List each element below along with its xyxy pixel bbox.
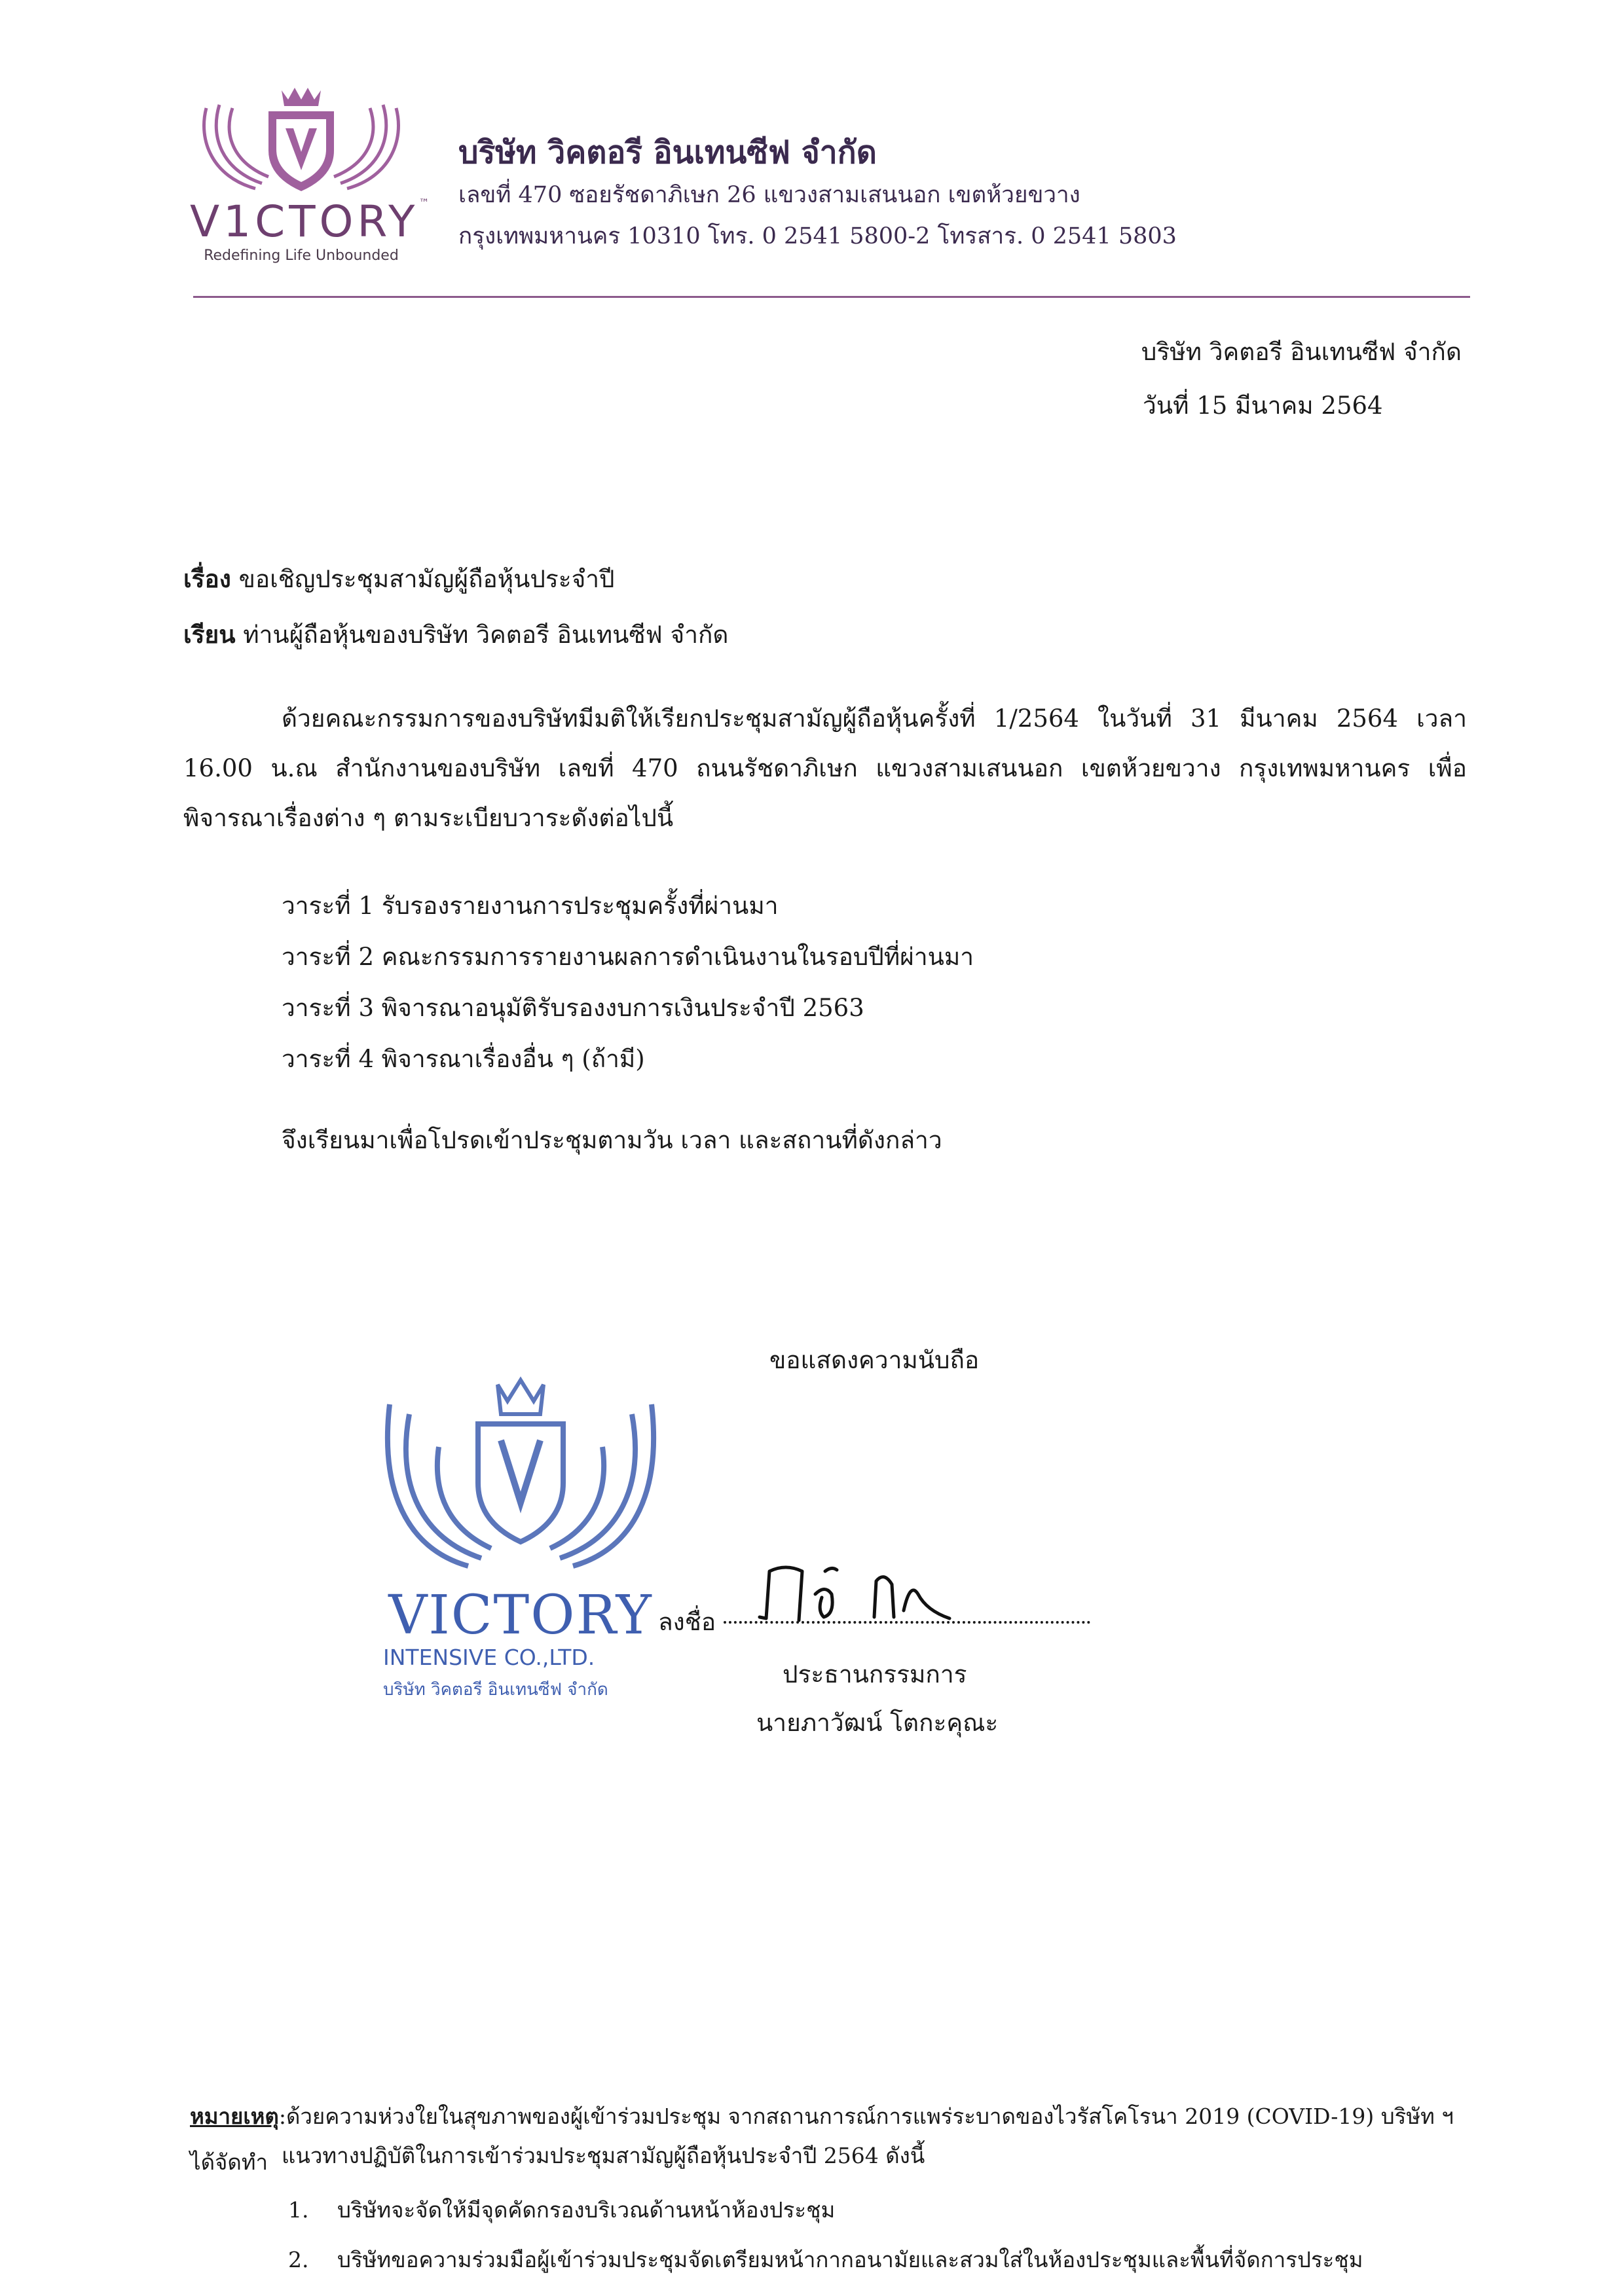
header-company: บริษัท วิคตอรี อินเทนซีฟ จำกัด (1141, 338, 1462, 366)
recipient-label: เรียน (183, 620, 236, 649)
crown-shield-emblem-icon (190, 79, 413, 196)
closing-sentence: จึงเรียนมาเพื่อโปรดเข้าประชุมตามวัน เวลา และสถานที่ดังกล่าว (282, 1126, 942, 1154)
logo-brand-text: V1CTORY™ (190, 196, 430, 247)
stamp-company-subtitle: INTENSIVE CO.,LTD. (383, 1645, 595, 1670)
letter-date: วันที่ 15 มีนาคม 2564 (1143, 392, 1383, 420)
subject-text: ขอเชิญประชุมสามัญผู้ถือหุ้นประจำปี (238, 565, 615, 593)
remark-line-2: แนวทางปฏิบัติในการเข้าร่วมประชุมสามัญผู้ถือหุ้นประจำปี 2564 ดังนี้ (282, 2143, 925, 2168)
signer-position: ประธานกรรมการ (783, 1660, 967, 1688)
letterhead-divider (193, 296, 1470, 298)
remark-label: หมายเหตุ (190, 2104, 279, 2129)
signer-name: นายภาวัฒน์ โตกะคุณะ (756, 1709, 999, 1737)
agenda-item: วาระที่ 2 คณะกรรมการรายงานผลการดำเนินงานในรอบปีที่ผ่านมา (282, 943, 974, 971)
stamp-company-name: VICTORY (388, 1584, 653, 1647)
handwritten-signature (747, 1558, 963, 1630)
signature-dotted-line (724, 1621, 1090, 1624)
subject-line (183, 560, 615, 598)
subject-label: เรื่อง (183, 564, 231, 593)
remark-item: 2. บริษัทขอความร่วมมือผู้เข้าร่วมประชุมจัดเตรียมหน้ากากอนามัยและสวมใส่ในห้องประชุมและพื้นที่จัดการประชุม (288, 2247, 1363, 2272)
agenda-item: วาระที่ 1 รับรองรายงานการประชุมครั้งที่ผ่านมา (282, 892, 779, 920)
logo-tagline: Redefining Life Unbounded (204, 247, 399, 264)
recipient-line (183, 615, 728, 654)
company-logo (190, 79, 430, 264)
letterhead-address-line-1: เลขที่ 470 ซอยรัชดาภิเษก 26 แขวงสามเสนนอก เขตห้วยขวาง (458, 182, 1080, 208)
regards-text: ขอแสดงความนับถือ (769, 1346, 980, 1374)
agenda-list (282, 881, 974, 1085)
signature-label: ลงชื่อ (658, 1608, 716, 1636)
remark-list (288, 2185, 1363, 2285)
letterhead-address-line-2: กรุงเทพมหานคร 10310 โทร. 0 2541 5800-2 โทรสาร. 0 2541 5803 (458, 223, 1177, 249)
remark-text: :ด้วยความห่วงใยในสุขภาพของผู้เข้าร่วมประชุม จากสถานการณ์การแพร่ระบาดของไวรัสโคโรนา 2019 (COVID-19) บริษัท ฯ ได้จัดทำ (190, 2104, 1454, 2175)
body-paragraph: ด้วยคณะกรรมการของบริษัทมีมติให้เรียกประชุมสามัญผู้ถือหุ้นครั้งที่ 1/2564 ในวันที่ 31 มีนาคม 2564 เวลา 16.00 น.ณ สำนักงานของบริษัท เลขที่ 470 ถนนรัชดาภิเษก แขวงสามเสนนอก เขตห้วยขวาง กรุงเทพมหานคร เพื่อพิจารณาเรื่องต่าง ๆ ตามระเบียบวาระดังต่อไปนี้ (183, 704, 1467, 832)
agenda-item: วาระที่ 3 พิจารณาอนุมัติรับรองงบการเงินประจำปี 2563 (282, 994, 864, 1022)
agenda-item: วาระที่ 4 พิจารณาเรื่องอื่น ๆ (ถ้ามี) (282, 1045, 645, 1073)
recipient-text: ท่านผู้ถือหุ้นของบริษัท วิคตอรี อินเทนซีฟ จำกัด (243, 621, 729, 649)
letterhead-company-name: บริษัท วิคตอรี อินเทนซีฟ จำกัด (458, 134, 877, 171)
company-stamp (370, 1362, 671, 1709)
remark-item: 1. บริษัทจะจัดให้มีจุดคัดกรองบริเวณด้านหน้าห้องประชุม (288, 2197, 836, 2223)
stamp-company-thai: บริษัท วิคตอรี อินเทนซีฟ จำกัด (383, 1680, 608, 1700)
stamp-emblem-icon (370, 1362, 671, 1584)
